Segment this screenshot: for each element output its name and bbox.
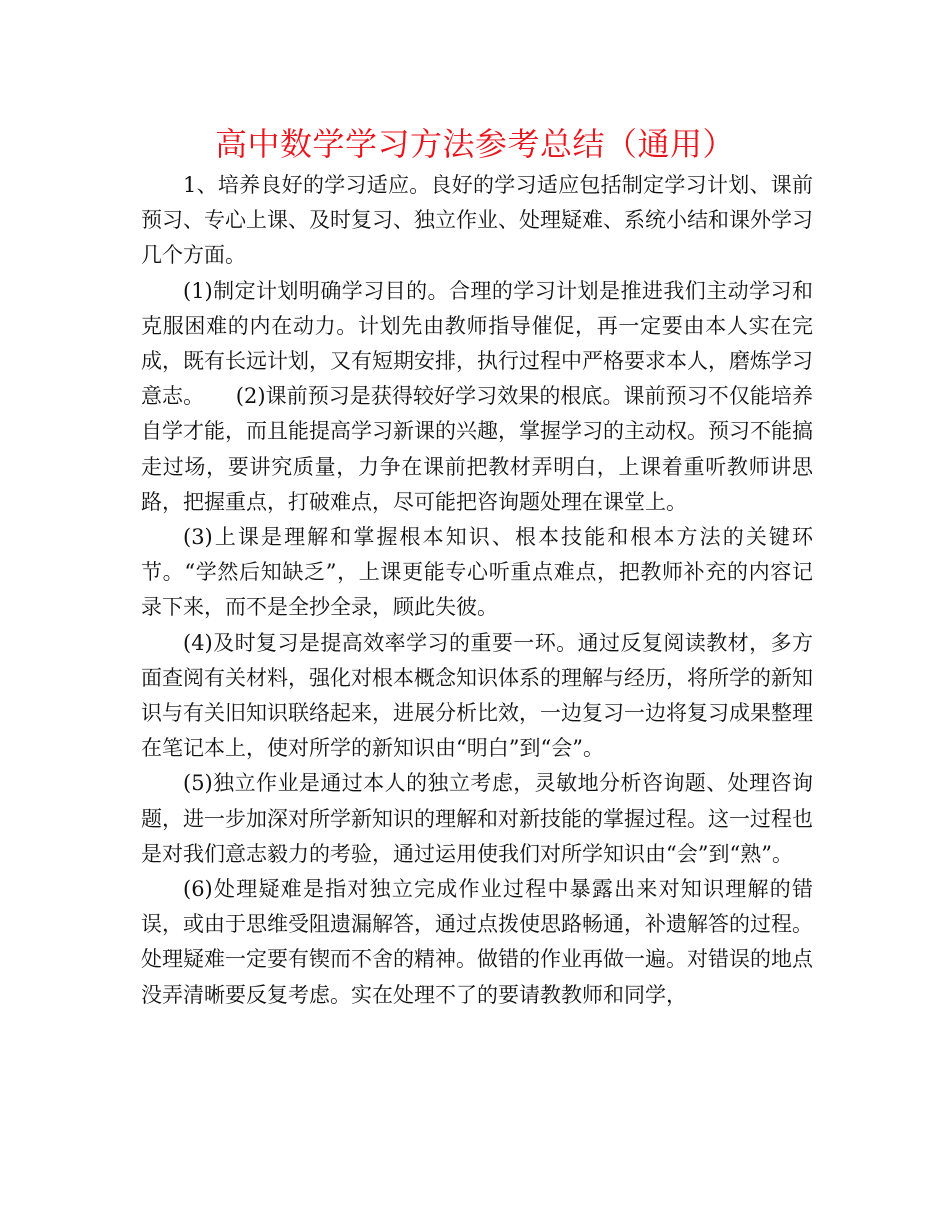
paragraph-6: (6)处理疑难是指对独立完成作业过程中暴露出来对知识理解的错误，或由于思维受阻遗漏解答，通过点拨使思路畅通，补遗解答的过程。处理疑难一定要有锲而不舍的精神。做错的作业再做一遍。对错误的地点没弄清晰要反复考虑。实在处理不了的要请教教师和同学， bbox=[141, 877, 813, 1007]
paragraph-1: 1、培养良好的学习适应。良好的学习适应包括制定学习计划、课前预习、专心上课、及时复习、独立作业、处理疑难、系统小结和课外学习几个方面。 bbox=[141, 173, 813, 268]
paragraph-5: (5)独立作业是通过本人的独立考虑，灵敏地分析咨询题、处理咨询题，进一步加深对所学新知识的理解和对新技能的掌握过程。这一过程也是对我们意志毅力的考验，通过运用使我们对所学知识由“会”到“熟”。 bbox=[141, 771, 813, 866]
paragraph-3: (3)上课是理解和掌握根本知识、根本技能和根本方法的关键环节。“学然后知缺乏”，上课更能专心听重点难点，把教师补充的内容记录下来，而不是全抄全录，顾此失彼。 bbox=[141, 525, 813, 620]
paragraph-2: (1)制定计划明确学习目的。合理的学习计划是推进我们主动学习和克服困难的内在动力。计划先由教师指导催促，再一定要由本人实在完成，既有长远计划，又有短期安排，执行过程中严格要求本人，磨炼学习意志。 (2)课前预习是获得较好学习效果的根底。课前预习不仅能培养自学才能，而且能提高学习新课的兴趣，掌握学习的主动权。预习不能搞走过场，要讲究质量，力争在课前把教材弄明白，上课着重听教师讲思路，把握重点，打破难点，尽可能把咨询题处理在课堂上。 bbox=[141, 278, 813, 514]
document-title: 高中数学学习方法参考总结（通用） bbox=[214, 125, 735, 163]
paragraph-4: (4)及时复习是提高效率学习的重要一环。通过反复阅读教材，多方面查阅有关材料，强化对根本概念知识体系的理解与经历，将所学的新知识与有关旧知识联络起来，进展分析比效，一边复习一边将复习成果整理在笔记本上，使对所学的新知识由“明白”到“会”。 bbox=[141, 630, 813, 761]
document-body bbox=[141, 168, 813, 1013]
